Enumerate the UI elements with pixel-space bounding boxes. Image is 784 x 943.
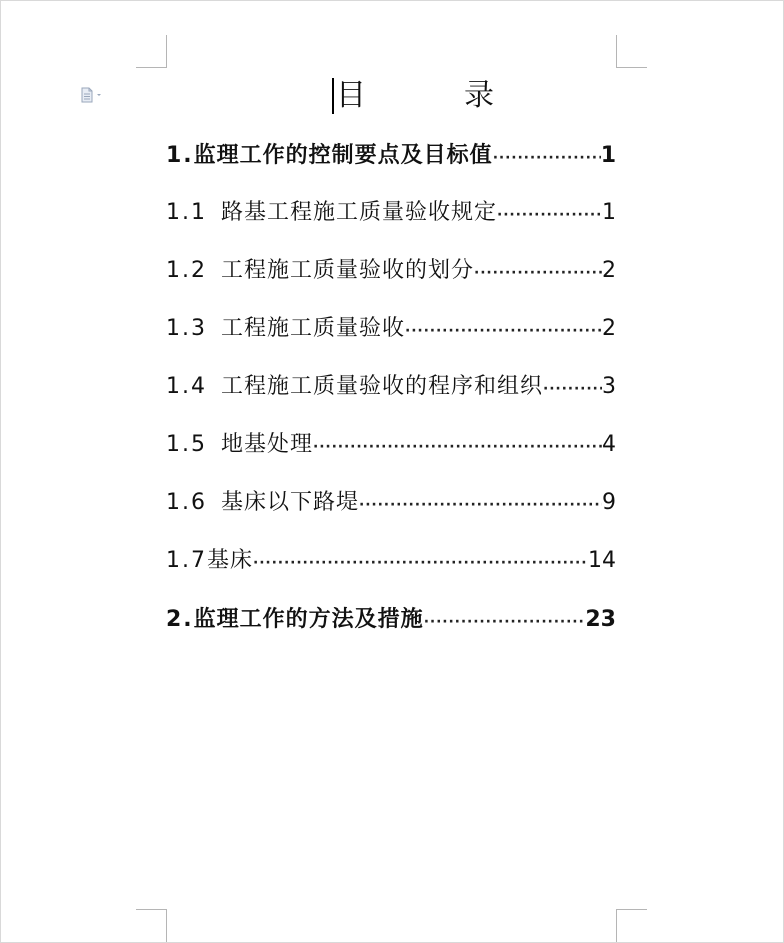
toc-leader-dots	[497, 196, 602, 234]
toc-leader-dots	[424, 603, 586, 641]
toc-entry-page: 2	[602, 258, 616, 283]
toc-leader-dots	[359, 486, 602, 524]
toc-entry[interactable]	[166, 600, 616, 658]
margin-corner-bottom-right	[616, 909, 647, 942]
toc-leader-dots	[474, 254, 602, 292]
toc-entry-page: 9	[602, 490, 616, 515]
toc-entry-title: 路基工程施工质量验收规定	[221, 200, 498, 225]
toc-leader-dots	[313, 428, 602, 466]
toc-leader-dots	[543, 370, 602, 408]
toc-entry-page: 2	[602, 316, 616, 341]
toc-entry-title: 监理工作的方法及措施	[193, 606, 424, 632]
toc-entry-title: 基床以下路堤	[221, 490, 360, 515]
toc-entry-number: 1.3	[166, 316, 207, 341]
toc-entry-number: 1.4	[166, 374, 207, 399]
toc-entry-number: 1.7	[166, 548, 207, 573]
toc-entry-page: 14	[588, 548, 616, 573]
document-icon[interactable]	[79, 87, 105, 103]
toc-entry-title: 地基处理	[221, 432, 314, 457]
toc-entry-page: 4	[602, 432, 616, 457]
margin-corner-top-right	[616, 35, 647, 68]
toc-entry-number: 1.5	[166, 432, 207, 457]
toc-entry[interactable]	[166, 310, 616, 368]
toc-leader-dots	[493, 139, 601, 177]
toc-entry-number: 1.	[166, 143, 194, 168]
toc-entry-page: 3	[602, 374, 616, 399]
toc-entry[interactable]	[166, 136, 616, 194]
text-cursor	[332, 78, 334, 114]
toc-entry-title: 工程施工质量验收的划分	[221, 258, 475, 283]
toc-entry-title: 工程施工质量验收	[221, 316, 406, 341]
toc-leader-dots	[405, 312, 602, 350]
toc-entry[interactable]	[166, 194, 616, 252]
toc-leader-dots	[253, 544, 588, 582]
document-title: 目 录	[336, 78, 528, 113]
toc-entry-page: 1	[600, 143, 616, 168]
margin-corner-top-left	[136, 35, 167, 68]
margin-corner-bottom-left	[136, 909, 167, 942]
table-of-contents	[166, 136, 616, 658]
toc-entry-number: 1.6	[166, 490, 207, 515]
toc-entry[interactable]	[166, 484, 616, 542]
toc-entry-page: 1	[602, 200, 616, 225]
toc-entry-number: 1.2	[166, 258, 207, 283]
toc-entry[interactable]	[166, 542, 616, 600]
toc-entry[interactable]	[166, 252, 616, 310]
toc-entry-title: 监理工作的控制要点及目标值	[193, 142, 493, 168]
toc-entry-number: 1.1	[166, 200, 207, 225]
toc-entry-number: 2.	[166, 607, 194, 632]
toc-entry[interactable]	[166, 368, 616, 426]
toc-entry-title: 工程施工质量验收的程序和组织	[221, 374, 544, 399]
toc-entry-page: 23	[585, 607, 616, 632]
toc-entry[interactable]	[166, 426, 616, 484]
toc-entry-title: 基床	[207, 548, 254, 573]
